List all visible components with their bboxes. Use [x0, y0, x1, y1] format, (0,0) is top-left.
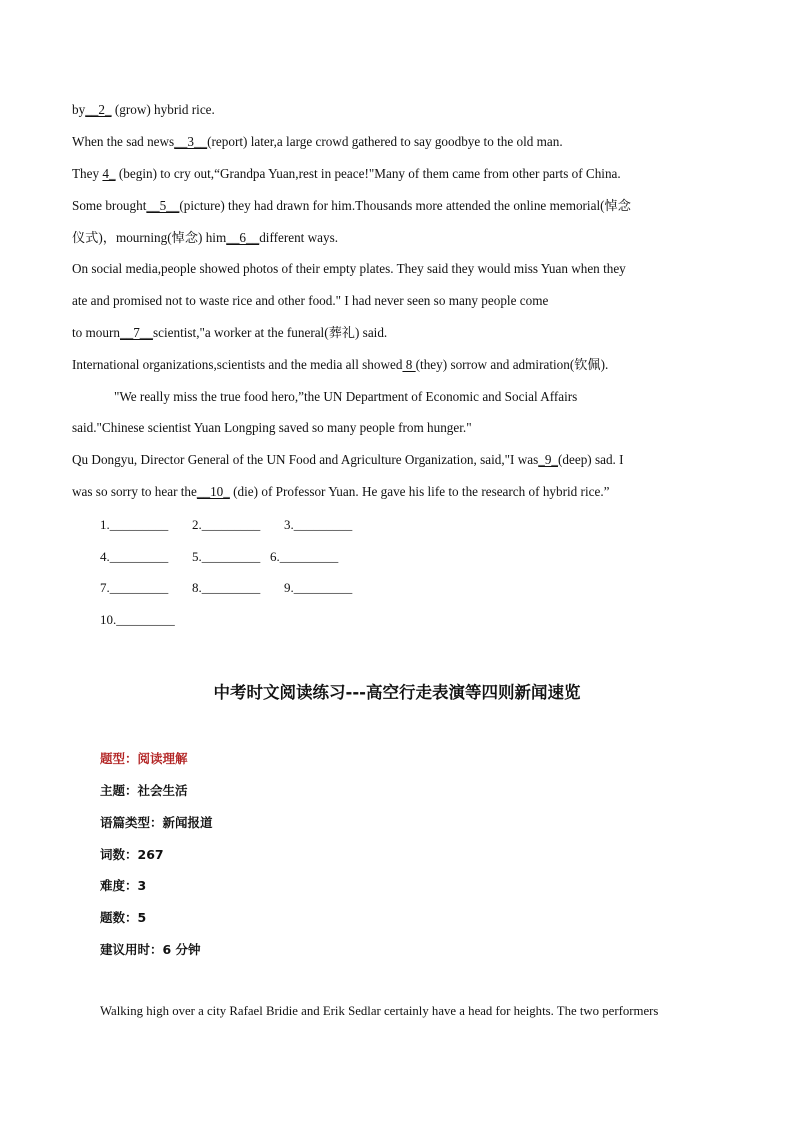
passage-line-6: On social media,people showed photos of their empty plates. They said they would miss Yuan when they [72, 261, 626, 276]
text: (deep) sad. I [558, 452, 624, 467]
answer-blank-1: 1._________ [100, 517, 169, 532]
theme: 主题：社会生活 [100, 783, 188, 798]
difficulty: 难度：3 [100, 878, 147, 893]
answer-blank-8: 8._________ [192, 580, 261, 595]
answer-blank-3: 3._________ [284, 517, 353, 532]
text: International organizations,scientists and the media all showed [72, 357, 403, 372]
text: (picture) they had drawn for him.Thousands more attended the online memorial(悼念 [179, 198, 631, 213]
text: 仪式)，mourning(悼念) him [72, 230, 227, 245]
passage-line-8 [72, 325, 387, 341]
blank-8: 8 [402, 357, 416, 372]
text: Some brought [72, 198, 147, 213]
text: When the sad news [72, 134, 175, 149]
answer-blank-5: 5._________ [192, 549, 261, 564]
answer-blank-10: 10._________ [100, 612, 175, 627]
suggested-time: 建议用时：6 分钟 [100, 942, 201, 957]
question-type: 题型：阅读理解 [100, 751, 188, 766]
passage-line-12 [72, 452, 624, 468]
passage-line-3 [72, 166, 621, 182]
blank-5: __5__ [146, 198, 180, 213]
answer-blank-9: 9._________ [284, 580, 353, 595]
text: scientist,"a worker at the funeral(葬礼) said. [152, 325, 388, 340]
section-title: 中考时文阅读练习---高空行走表演等四则新闻速览 [213, 683, 581, 702]
passage-line-13 [72, 484, 609, 500]
passage-line-7: ate and promised not to waste rice and other food." I had never seen so many people come [72, 293, 549, 308]
passage2-line-1: Walking high over a city Rafael Bridie and Erik Sedlar certainly have a head for heights. The two performers [100, 1004, 659, 1018]
question-count: 题数：5 [100, 910, 147, 925]
text: Qu Dongyu, Director General of the UN Food and Agriculture Organization, said,"I was [72, 452, 539, 467]
answer-blank-7: 7._________ [100, 580, 169, 595]
text: (report) later,a large crowd gathered to say goodbye to the old man. [207, 134, 563, 149]
word-count: 词数：267 [100, 847, 164, 862]
blank-3: __3__ [174, 134, 208, 149]
blank-10: __10_ [196, 484, 230, 499]
text: (begin) to cry out,“Grandpa Yuan,rest in peace!"Many of them came from other parts of China. [115, 166, 621, 181]
text: They [72, 166, 103, 181]
text: by [72, 102, 86, 117]
passage-line-10: "We really miss the true food hero,”the UN Department of Economic and Social Affairs [114, 389, 578, 404]
passage-line-4 [72, 198, 631, 214]
text: different ways. [259, 230, 339, 245]
answer-blank-4: 4._________ [100, 549, 169, 564]
blank-2: __2_ [85, 102, 112, 117]
answer-blank-6: 6._________ [270, 549, 339, 564]
blank-6: __6__ [226, 230, 260, 245]
text: (grow) hybrid rice. [111, 102, 215, 117]
text: (die) of Professor Yuan. He gave his life to the research of hybrid rice.” [229, 484, 610, 499]
answer-blank-2: 2._________ [192, 517, 261, 532]
text: to mourn [72, 325, 120, 340]
passage-line-2 [72, 134, 563, 150]
passage-line-11: said."Chinese scientist Yuan Longping saved so many people from hunger." [72, 420, 472, 435]
passage-line-5 [72, 230, 338, 246]
passage-line-9 [72, 357, 608, 373]
text: was so sorry to hear the [72, 484, 197, 499]
passage-line-1 [72, 102, 215, 118]
blank-9: _9_ [538, 452, 558, 467]
blank-7: __7__ [120, 325, 153, 340]
text: (they) sorrow and admiration(钦佩). [415, 357, 609, 372]
text-genre: 语篇类型：新闻报道 [100, 815, 213, 830]
blank-4: 4_ [102, 166, 116, 181]
